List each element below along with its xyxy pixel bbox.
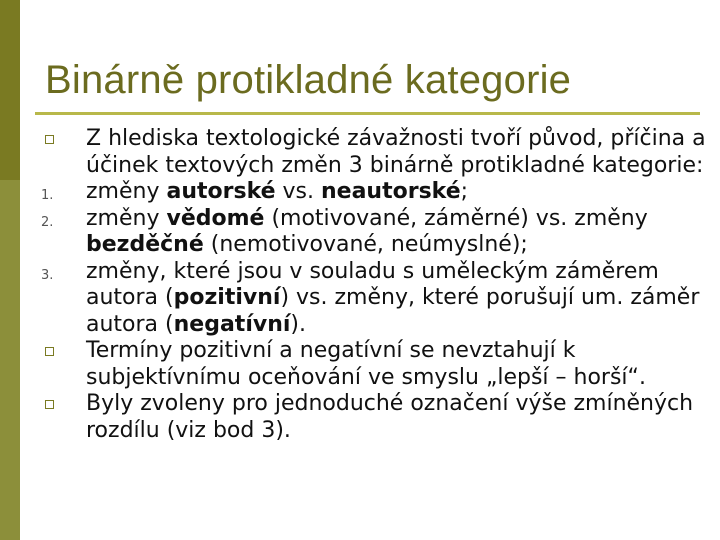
text-run: ) vs. změny, které porušují um. záměr autora ( (86, 285, 700, 337)
slide-sidebar-accent (0, 0, 20, 540)
text-run: změny (86, 179, 167, 204)
list-number-label: 3. (41, 267, 54, 283)
list-number-label: 2. (41, 214, 54, 230)
list-number (40, 206, 86, 233)
list-item (40, 179, 710, 206)
slide-body (40, 126, 710, 444)
square-bullet-icon (40, 338, 86, 365)
text-run: Z hlediska textologické závažnosti tvoří původ, příčina a účinek textových změn 3 binárně protikladné kategorie: (86, 126, 706, 178)
text-run: ). (290, 311, 306, 337)
emphasized-term: negatívní (173, 311, 291, 337)
list-item (40, 259, 710, 339)
list-item (40, 338, 710, 391)
list-item-text (86, 206, 710, 259)
list-number (40, 179, 86, 206)
sidebar-lower-band (0, 180, 20, 540)
square-bullet-icon (45, 135, 54, 144)
text-run: Termíny pozitivní a negatívní se nevztahují k subjektívnímu oceňování ve smyslu „lepší – horší“. (86, 338, 646, 390)
square-bullet-icon (45, 347, 54, 356)
list-item-text (86, 391, 710, 444)
text-run: (nemotivované, neúmyslné); (203, 232, 528, 257)
text-run: změny, které jsou v souladu s uměleckým záměrem autora ( (86, 258, 659, 310)
title-underline (35, 112, 700, 115)
square-bullet-icon (40, 391, 86, 418)
emphasized-term: vědomé (166, 205, 265, 231)
text-run: (motivované, záměrné) vs. změny (264, 205, 648, 231)
sidebar-upper-band (0, 0, 20, 180)
list-item-text (86, 338, 710, 391)
emphasized-term: pozitivní (173, 285, 281, 310)
list-item (40, 391, 710, 444)
list-item-text (86, 179, 710, 206)
text-run: změny (86, 205, 167, 231)
text-run: vs. (275, 179, 321, 204)
square-bullet-icon (40, 126, 86, 153)
emphasized-term: neautorské (321, 179, 461, 204)
list-item-text (86, 126, 710, 179)
emphasized-term: bezděčné (86, 232, 204, 257)
square-bullet-icon (45, 400, 54, 409)
list-item-text (86, 259, 710, 339)
list-number (40, 259, 86, 286)
list-number-label: 1. (41, 188, 54, 203)
list-item (40, 126, 710, 179)
emphasized-term: autorské (166, 179, 276, 204)
text-run: ; (460, 179, 469, 204)
slide-title: Binárně protikladné kategorie (45, 58, 572, 102)
text-run: Byly zvoleny pro jednoduché označení výše zmíněných rozdílu (viz bod 3). (86, 391, 694, 443)
list-item (40, 206, 710, 259)
